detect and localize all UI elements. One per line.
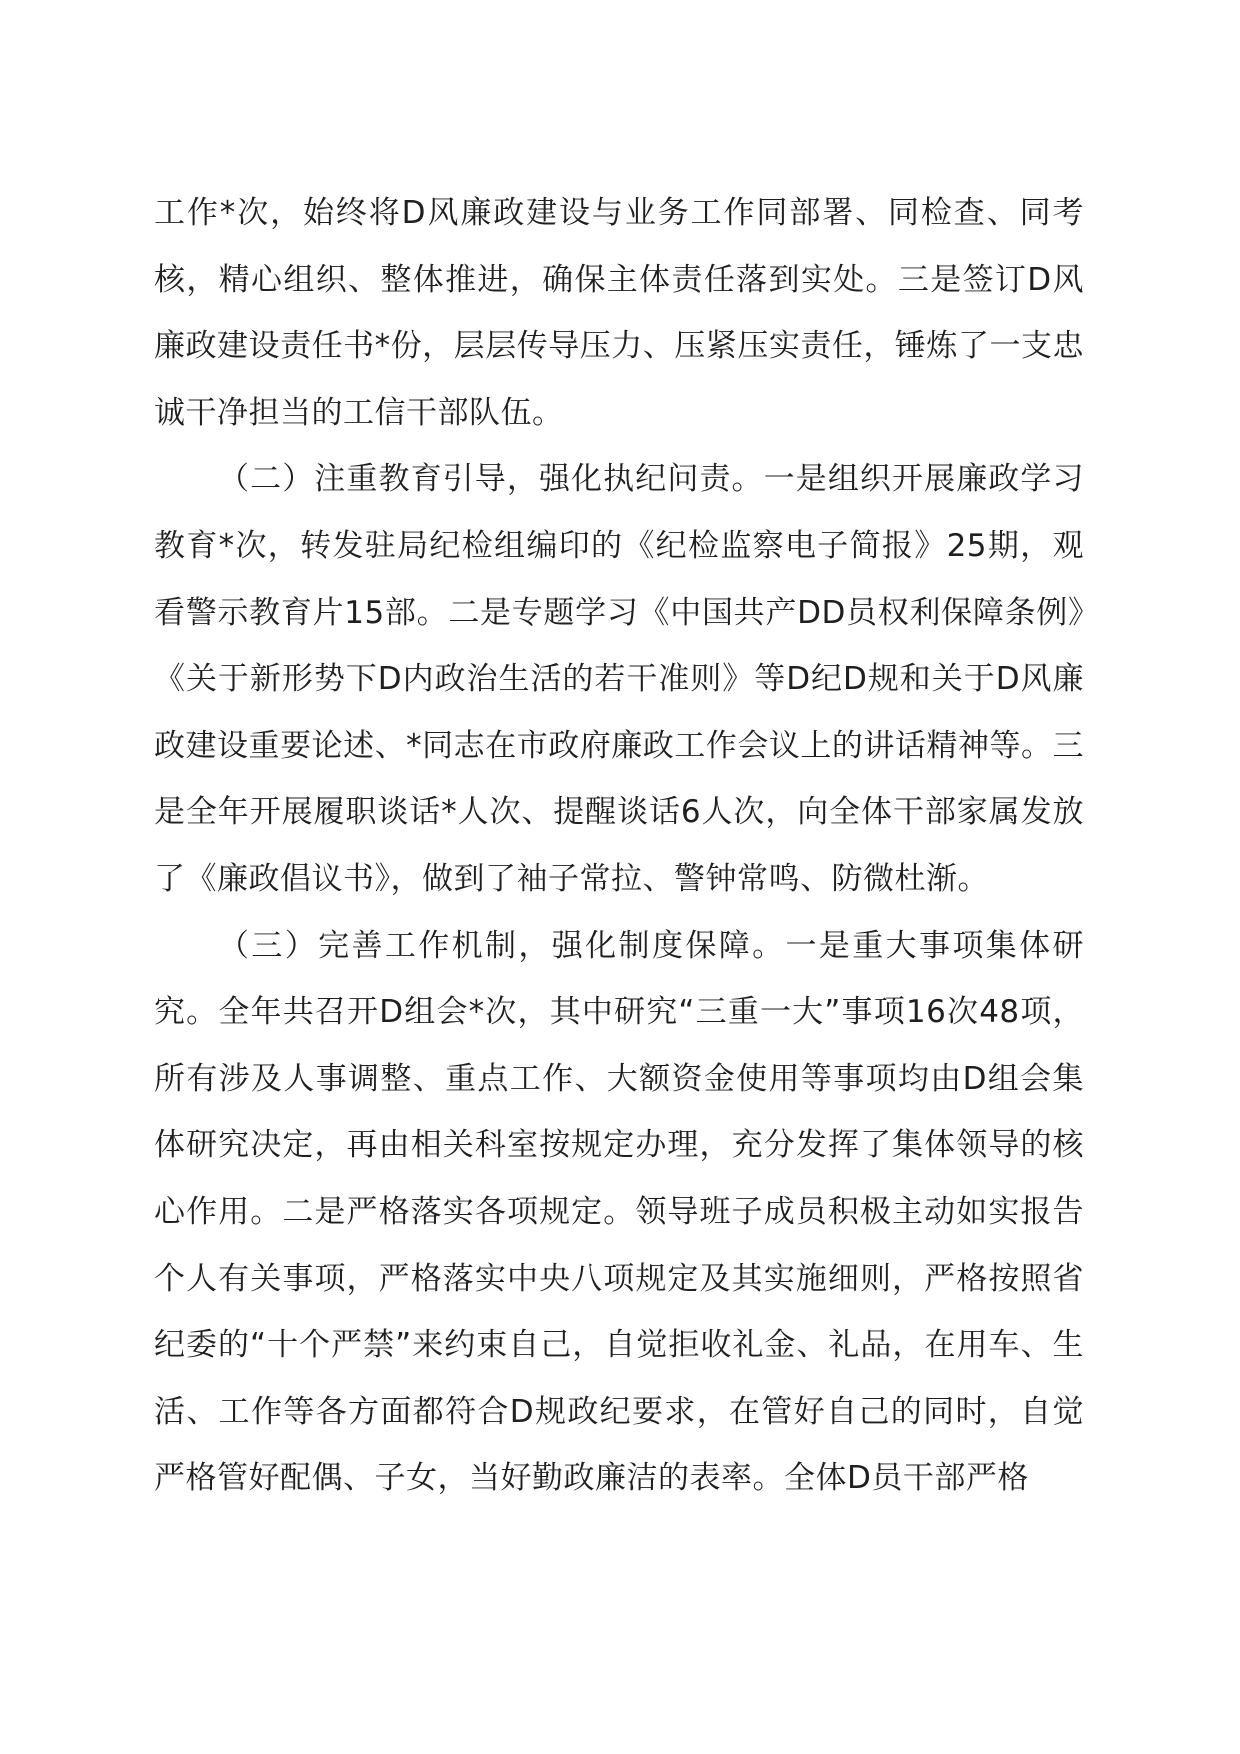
paragraph-1: 工作*次，始终将D风廉政建设与业务工作同部署、同检查、同考核，精心组织、整体推进，确保主体责任落到实处。三是签订D风廉政建设责任书*份，层层传导压力、压紧压实责任，锤炼了一支忠诚干净担当的工信干部队伍。: [154, 195, 1084, 431]
document-body: [154, 180, 1084, 1512]
paragraph-2: （二）注重教育引导，强化执纪问责。一是组织开展廉政学习教育*次，转发驻局纪检组编印的《纪检监察电子简报》25期，观看警示教育片15部。二是专题学习《中国共产DD员权利保障条例》《关于新形势下D内政治生活的若干准则》等D纪D规和关于D风廉政建设重要论述、*同志在市政府廉政工作会议上的讲话精神等。三是全年开展履职谈话*人次、提醒谈话6人次，向全体干部家属发放了《廉政倡议书》，做到了袖子常拉、警钟常鸣、防微杜渐。: [154, 461, 1084, 897]
paragraph-3: （三）完善工作机制，强化制度保障。一是重大事项集体研究。全年共召开D组会*次，其中研究“三重一大”事项16次48项，所有涉及人事调整、重点工作、大额资金使用等事项均由D组会集体研究决定，再由相关科室按规定办理，充分发挥了集体领导的核心作用。二是严格落实各项规定。领导班子成员积极主动如实报告个人有关事项，严格落实中央八项规定及其实施细则，严格按照省纪委的“十个严禁”来约束自己，自觉拒收礼金、礼品，在用车、生活、工作等各方面都符合D规政纪要求，在管好自己的同时，自觉严格管好配偶、子女，当好勤政廉洁的表率。全体D员干部严格: [154, 927, 1084, 1497]
